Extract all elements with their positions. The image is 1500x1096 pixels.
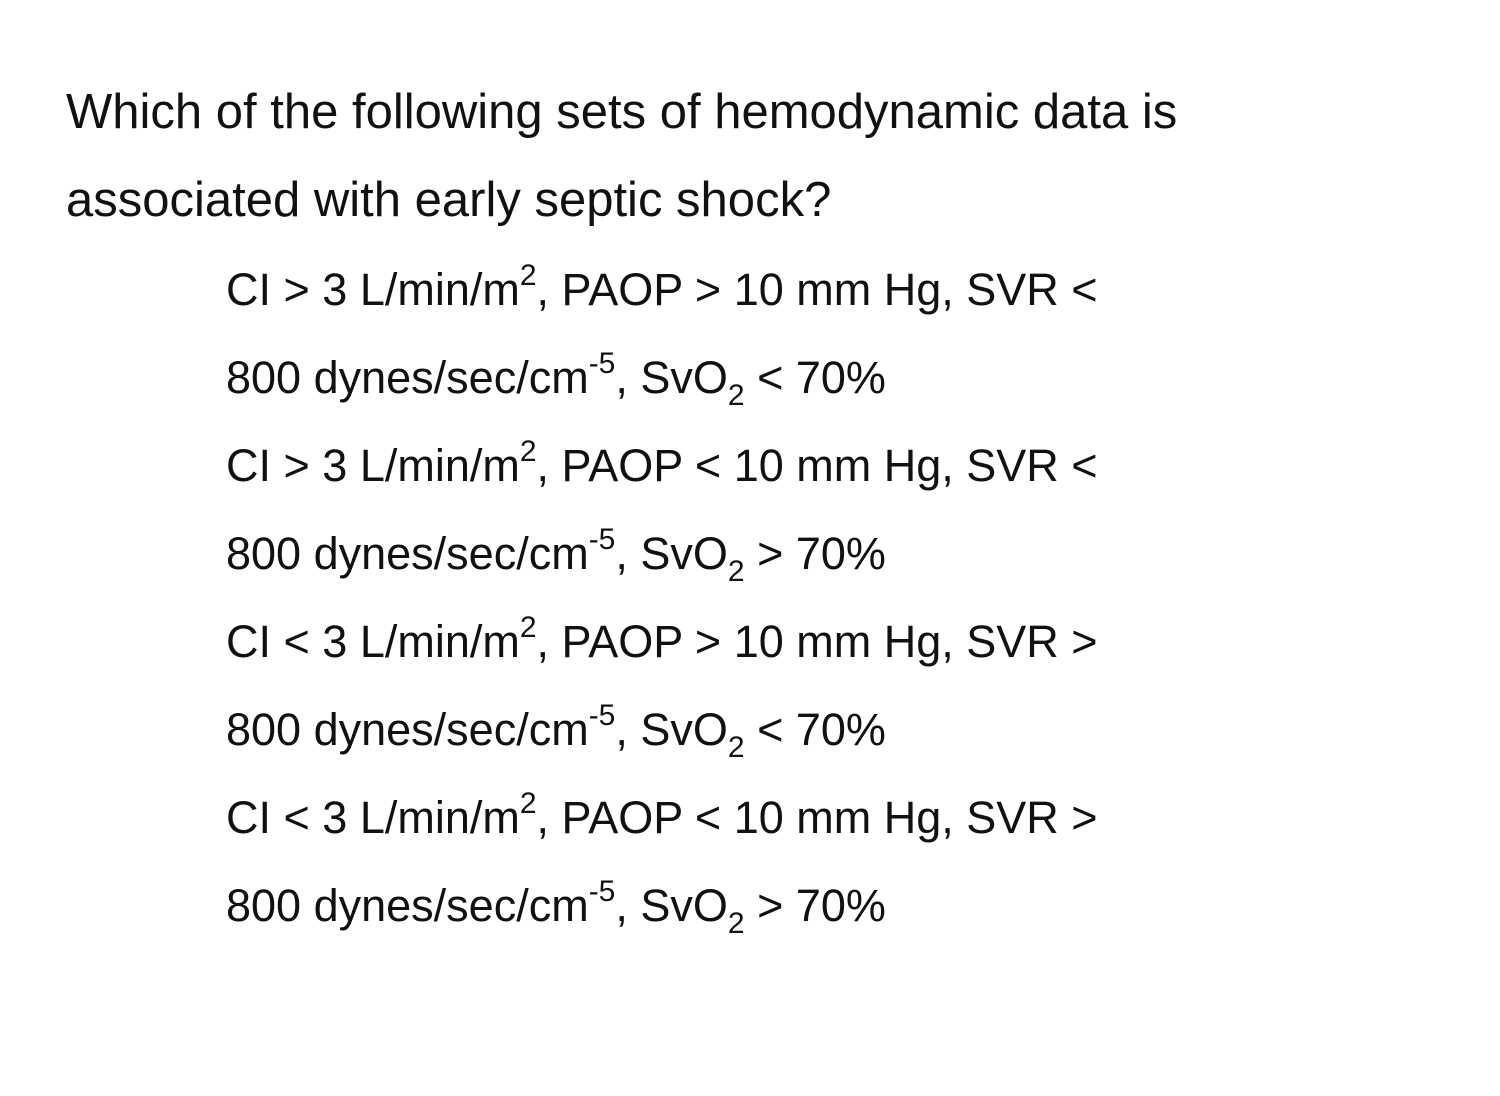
answer-option-1[interactable] bbox=[226, 246, 1386, 422]
paop-svr-text: , PAOP > 10 mm Hg, SVR > bbox=[536, 616, 1098, 667]
ci-superscript: 2 bbox=[519, 787, 537, 820]
answer-option-2[interactable] bbox=[226, 422, 1386, 598]
svr-superscript: -5 bbox=[588, 699, 616, 732]
svo2-value: > 70% bbox=[744, 528, 886, 579]
svo2-subscript: 2 bbox=[727, 907, 745, 940]
question-line-2: associated with early septic shock? bbox=[66, 173, 832, 227]
option-line-1 bbox=[226, 598, 1386, 686]
ci-superscript: 2 bbox=[519, 259, 537, 292]
svo2-subscript: 2 bbox=[727, 555, 745, 588]
svr-superscript: -5 bbox=[588, 875, 616, 908]
option-line-2 bbox=[226, 510, 1386, 598]
svo2-value: < 70% bbox=[744, 352, 886, 403]
svr-value-text: 800 dynes/sec/cm bbox=[226, 352, 589, 403]
option-line-2 bbox=[226, 334, 1386, 422]
question-text bbox=[66, 68, 1446, 244]
option-line-2 bbox=[226, 862, 1386, 950]
option-line-1 bbox=[226, 422, 1386, 510]
svo2-value: > 70% bbox=[744, 880, 886, 931]
svo2-label: , SvO bbox=[615, 528, 728, 579]
paop-svr-text: , PAOP > 10 mm Hg, SVR < bbox=[536, 264, 1098, 315]
svo2-subscript: 2 bbox=[727, 731, 745, 764]
svo2-label: , SvO bbox=[615, 352, 728, 403]
option-line-1 bbox=[226, 246, 1386, 334]
ci-superscript: 2 bbox=[519, 611, 537, 644]
svo2-value: < 70% bbox=[744, 704, 886, 755]
ci-superscript: 2 bbox=[519, 435, 537, 468]
svr-superscript: -5 bbox=[588, 523, 616, 556]
svr-value-text: 800 dynes/sec/cm bbox=[226, 528, 589, 579]
paop-svr-text: , PAOP < 10 mm Hg, SVR > bbox=[536, 792, 1098, 843]
answer-option-3[interactable] bbox=[226, 598, 1386, 774]
paop-svr-text: , PAOP < 10 mm Hg, SVR < bbox=[536, 440, 1098, 491]
svo2-subscript: 2 bbox=[727, 379, 745, 412]
ci-text: CI < 3 L/min/m bbox=[226, 792, 520, 843]
answer-option-4[interactable] bbox=[226, 774, 1386, 950]
svr-value-text: 800 dynes/sec/cm bbox=[226, 704, 589, 755]
ci-text: CI > 3 L/min/m bbox=[226, 264, 520, 315]
ci-text: CI > 3 L/min/m bbox=[226, 440, 520, 491]
ci-text: CI < 3 L/min/m bbox=[226, 616, 520, 667]
svr-value-text: 800 dynes/sec/cm bbox=[226, 880, 589, 931]
svo2-label: , SvO bbox=[615, 880, 728, 931]
svo2-label: , SvO bbox=[615, 704, 728, 755]
question-line-1: Which of the following sets of hemodynamic data is bbox=[66, 85, 1178, 139]
option-line-1 bbox=[226, 774, 1386, 862]
svr-superscript: -5 bbox=[588, 347, 616, 380]
option-line-2 bbox=[226, 686, 1386, 774]
answer-options bbox=[226, 246, 1386, 950]
